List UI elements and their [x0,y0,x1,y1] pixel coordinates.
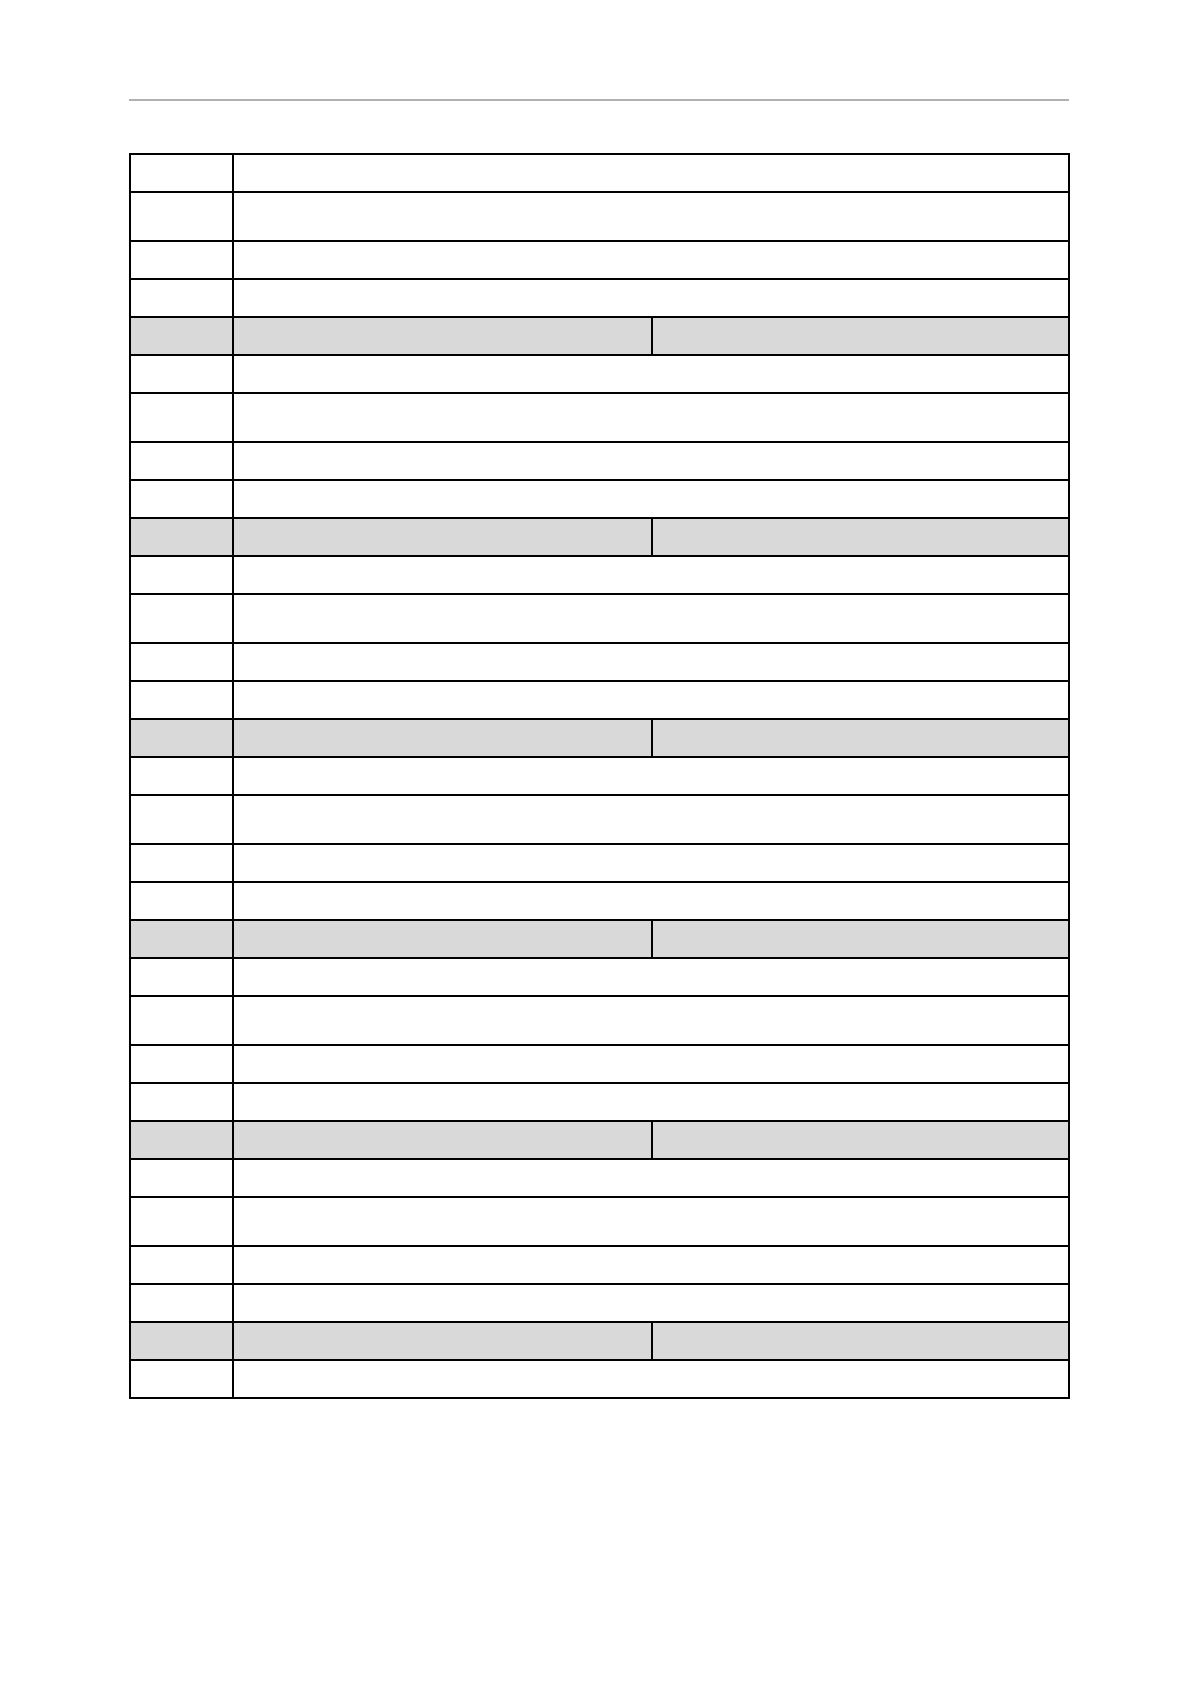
row-value-cell [233,996,1069,1045]
row-value-cell [233,1045,1069,1083]
row-value-cell [233,643,1069,681]
table-row [130,192,1069,241]
header-right-cell [652,1121,1069,1159]
row-value-cell [233,681,1069,719]
row-value-cell [233,795,1069,844]
table-row [130,279,1069,317]
row-value-cell [233,1246,1069,1284]
row-label-cell [130,1246,233,1284]
row-value-cell [233,1083,1069,1121]
row-label-cell [130,1197,233,1246]
row-label-cell [130,518,233,556]
header-left-cell [233,317,652,355]
table-row [130,757,1069,795]
row-label-cell [130,1360,233,1398]
table-row [130,1045,1069,1083]
table-row [130,1284,1069,1322]
form-table-body [130,154,1069,1398]
row-value-cell [233,1197,1069,1246]
table-row [130,241,1069,279]
row-label-cell [130,757,233,795]
row-label-cell [130,996,233,1045]
header-rule [129,99,1069,101]
header-left-cell [233,1121,652,1159]
header-right-cell [652,518,1069,556]
section-header-row [130,719,1069,757]
section-header-row [130,1322,1069,1360]
row-label-cell [130,1045,233,1083]
header-right-cell [652,1322,1069,1360]
row-value-cell [233,279,1069,317]
header-left-cell [233,1322,652,1360]
row-label-cell [130,681,233,719]
row-label-cell [130,442,233,480]
row-value-cell [233,393,1069,442]
section-header-row [130,518,1069,556]
table-row [130,1197,1069,1246]
table-row [130,480,1069,518]
row-value-cell [233,241,1069,279]
table-row [130,355,1069,393]
table-row [130,442,1069,480]
row-value-cell [233,594,1069,643]
header-right-cell [652,317,1069,355]
section-header-row [130,317,1069,355]
row-label-cell [130,317,233,355]
table-row [130,1246,1069,1284]
row-label-cell [130,643,233,681]
row-label-cell [130,480,233,518]
table-row [130,556,1069,594]
row-value-cell [233,882,1069,920]
table-row [130,154,1069,192]
form-table [129,153,1070,1399]
row-value-cell [233,154,1069,192]
row-label-cell [130,279,233,317]
table-row [130,844,1069,882]
table-row [130,958,1069,996]
row-label-cell [130,1159,233,1197]
row-label-cell [130,719,233,757]
table-row [130,681,1069,719]
table-row [130,1083,1069,1121]
header-right-cell [652,719,1069,757]
table-row [130,1360,1069,1398]
row-label-cell [130,192,233,241]
row-value-cell [233,844,1069,882]
row-label-cell [130,920,233,958]
row-value-cell [233,480,1069,518]
row-label-cell [130,795,233,844]
row-value-cell [233,958,1069,996]
table-row [130,795,1069,844]
row-label-cell [130,882,233,920]
row-label-cell [130,1121,233,1159]
header-left-cell [233,920,652,958]
row-label-cell [130,1284,233,1322]
table-row [130,393,1069,442]
row-label-cell [130,241,233,279]
row-value-cell [233,192,1069,241]
row-value-cell [233,1284,1069,1322]
section-header-row [130,920,1069,958]
header-left-cell [233,518,652,556]
row-label-cell [130,958,233,996]
row-label-cell [130,355,233,393]
table-row [130,1159,1069,1197]
table-row [130,594,1069,643]
row-value-cell [233,757,1069,795]
table-row [130,643,1069,681]
row-label-cell [130,594,233,643]
table-row [130,882,1069,920]
table-row [130,996,1069,1045]
row-label-cell [130,393,233,442]
header-right-cell [652,920,1069,958]
row-label-cell [130,1083,233,1121]
row-label-cell [130,844,233,882]
row-value-cell [233,1360,1069,1398]
row-value-cell [233,1159,1069,1197]
row-value-cell [233,355,1069,393]
section-header-row [130,1121,1069,1159]
row-label-cell [130,556,233,594]
header-left-cell [233,719,652,757]
row-value-cell [233,556,1069,594]
row-label-cell [130,154,233,192]
row-value-cell [233,442,1069,480]
row-label-cell [130,1322,233,1360]
